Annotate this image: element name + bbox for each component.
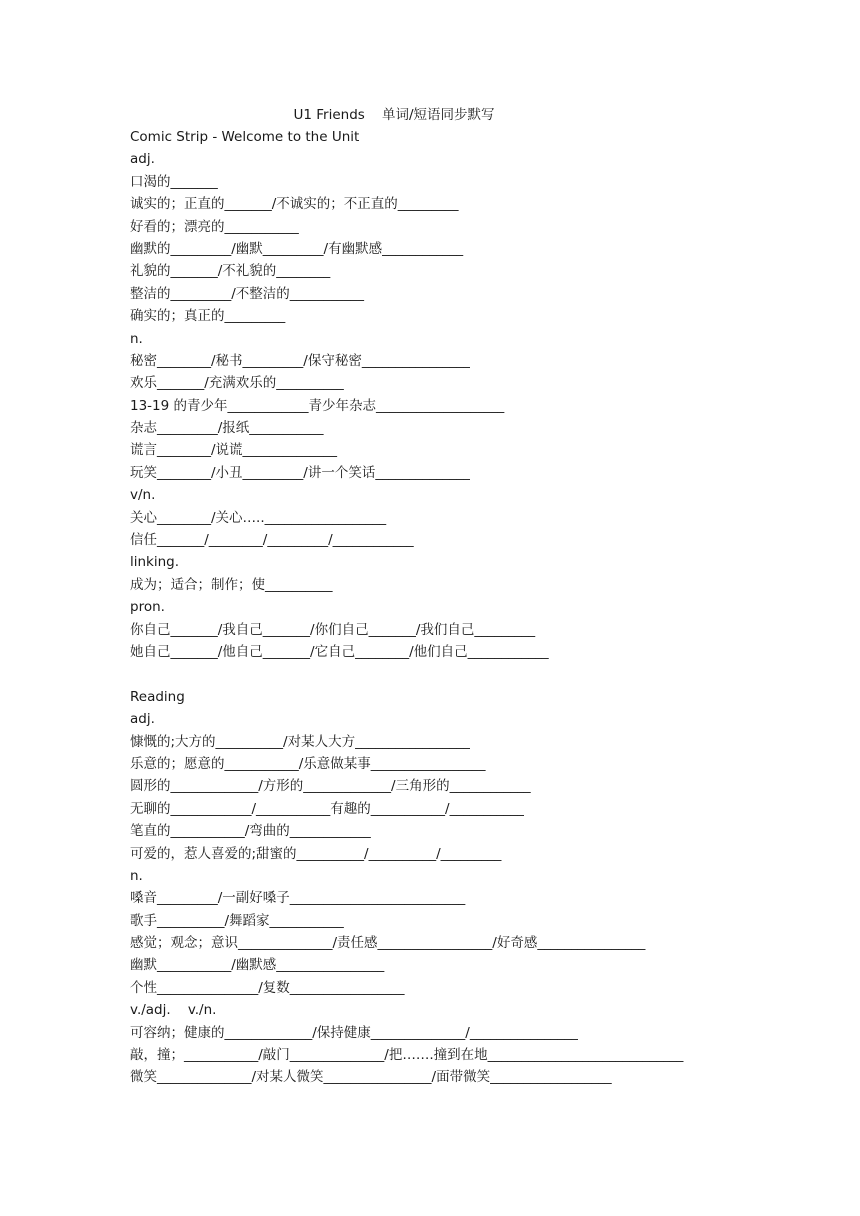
worksheet-line: 她自己_______/他自己_______/它自己________/他们自己____________: [130, 643, 549, 660]
worksheet-line: n.: [130, 330, 143, 347]
worksheet-line: 幽默___________/幽默感________________: [130, 957, 385, 974]
worksheet-line: 诚实的；正直的_______/不诚实的；不正直的_________: [130, 196, 459, 213]
worksheet-line: 可爱的，惹人喜爱的;甜蜜的__________/__________/_________: [130, 845, 502, 862]
worksheet-line: 成为；适合；制作；使__________: [130, 576, 333, 593]
worksheet-line: 确实的；真正的_________: [130, 308, 286, 325]
worksheet-line: 可容纳；健康的_____________/保持健康______________/________________: [130, 1024, 578, 1041]
worksheet-line: adj.: [130, 151, 155, 168]
worksheet-line: pron.: [130, 599, 165, 616]
worksheet-content: [130, 126, 830, 1089]
worksheet-line: 嗓音_________/一副好嗓子__________________________: [130, 890, 466, 907]
worksheet-line: 13-19 的青少年____________青少年杂志___________________: [130, 397, 505, 414]
worksheet-line: 歌手__________/舞蹈家___________: [130, 912, 344, 929]
worksheet-line: 笔直的___________/弯曲的____________: [130, 823, 371, 840]
worksheet-line: 欢乐_______/充满欢乐的__________: [130, 375, 344, 392]
worksheet-line: 秘密________/秘书_________/保守秘密________________: [130, 352, 470, 369]
worksheet-line: 口渴的_______: [130, 173, 218, 190]
worksheet-line: 信任_______/________/_________/____________: [130, 532, 414, 549]
worksheet-line: 敲，撞；___________/敲门______________/把…….撞到在地_____________________________: [130, 1047, 684, 1064]
worksheet-line: 好看的；漂亮的___________: [130, 218, 299, 235]
worksheet-line: 关心________/关心…..__________________: [130, 509, 387, 526]
worksheet-line: 慷慨的;大方的__________/对某人大方_________________: [130, 733, 470, 750]
worksheet-line: v./adj. v./n.: [130, 1002, 217, 1019]
worksheet-line: 乐意的；愿意的___________/乐意做某事_________________: [130, 755, 486, 772]
worksheet-line: v/n.: [130, 487, 156, 504]
worksheet-line: Comic Strip - Welcome to the Unit: [130, 129, 360, 145]
worksheet-line: linking.: [130, 554, 180, 571]
worksheet-line: 圆形的_____________/方形的_____________/三角形的____________: [130, 778, 531, 795]
blank-line: [130, 663, 830, 685]
worksheet-line: 礼貌的_______/不礼貌的________: [130, 263, 331, 280]
worksheet-line: 你自己_______/我自己_______/你们自己_______/我们自己_________: [130, 621, 536, 638]
worksheet-line: 感觉；观念；意识______________/责任感_________________/好奇感________________: [130, 935, 646, 952]
page-title: U1 Friends 单词/短语同步默写: [293, 107, 495, 123]
worksheet-line: 杂志_________/报纸___________: [130, 420, 324, 437]
worksheet-line: 幽默的_________/幽默_________/有幽默感____________: [130, 240, 464, 257]
worksheet-line: n.: [130, 867, 143, 884]
worksheet-line: 微笑______________/对某人微笑________________/面带微笑__________________: [130, 1069, 612, 1086]
worksheet-line: 无聊的____________/___________有趣的___________/___________: [130, 800, 524, 817]
worksheet-line: 个性_______________/复数_________________: [130, 979, 405, 996]
worksheet-line: 整洁的_________/不整洁的___________: [130, 285, 365, 302]
worksheet-line: Reading: [130, 688, 185, 705]
worksheet-line: 玩笑________/小丑_________/讲一个笑话______________: [130, 464, 470, 481]
worksheet-line: adj.: [130, 711, 155, 728]
worksheet-line: 谎言________/说谎______________: [130, 442, 338, 459]
